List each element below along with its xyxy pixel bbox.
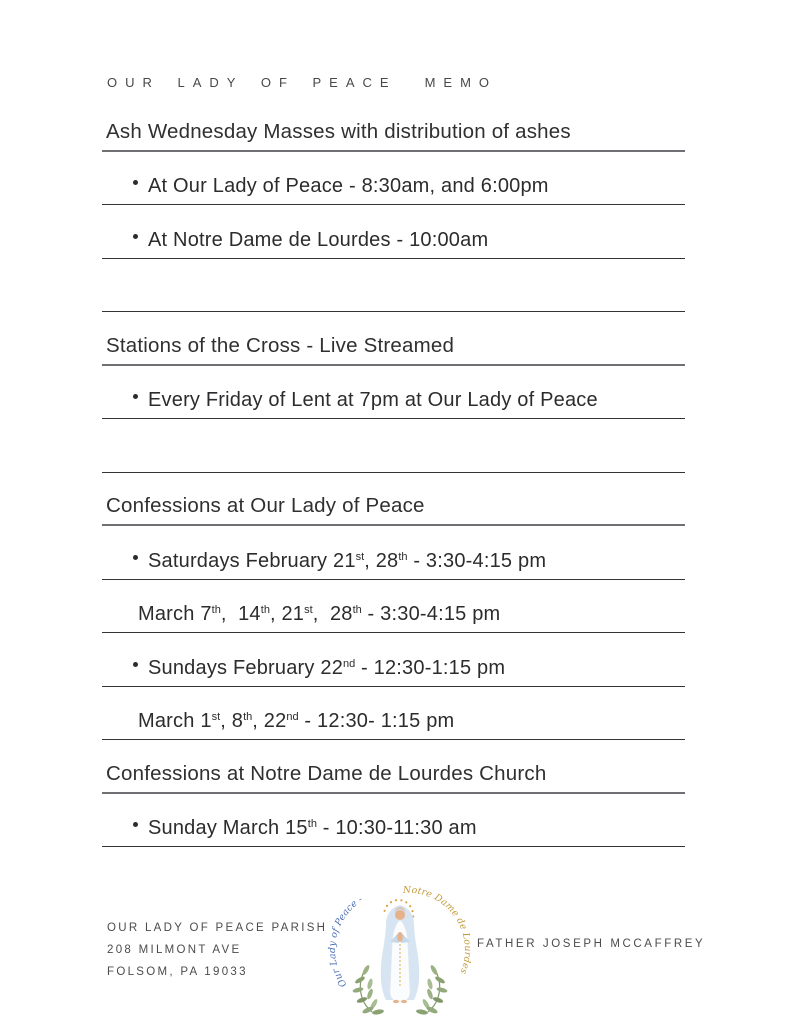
- parish-name: OUR LADY OF PEACE PARISH: [107, 922, 328, 934]
- bullet-dot-icon: [133, 394, 138, 399]
- laurel-branch-icon: [352, 964, 384, 1015]
- section-heading: [102, 740, 685, 794]
- logo-arc-text-left: Our Lady of Peace -: [327, 893, 365, 990]
- content-rows: [102, 98, 685, 847]
- row-text: Confessions at Our Lady of Peace: [106, 494, 425, 517]
- row-text: Sundays February 22nd - 12:30-1:15 pm: [148, 656, 506, 679]
- parish-logo: [326, 884, 474, 1024]
- row-text: Stations of the Cross - Live Streamed: [106, 333, 455, 357]
- continuation-item: [102, 687, 685, 741]
- pastor-name: FATHER JOSEPH MCCAFFREY: [477, 938, 706, 950]
- row-text: March 1st, 8th, 22nd - 12:30- 1:15 pm: [138, 710, 455, 732]
- row-text: At Our Lady of Peace - 8:30am, and 6:00pm: [148, 175, 549, 197]
- memo-header-label: MEMO: [424, 75, 498, 90]
- laurel-branch-icon: [416, 964, 448, 1015]
- bullet-dot-icon: [133, 662, 138, 667]
- row-text: Sunday March 15th - 10:30-11:30 am: [148, 817, 477, 839]
- bullet-dot-icon: [133, 180, 138, 185]
- bullet-item: [102, 794, 685, 848]
- row-text: Ash Wednesday Masses with distribution of ashes: [106, 119, 571, 143]
- continuation-item: [102, 580, 685, 634]
- logo-arc-text-right: Notre Dame de Lourdes: [402, 884, 474, 976]
- bullet-dot-icon: [133, 555, 138, 560]
- bullet-item: [102, 366, 685, 420]
- bullet-dot-icon: [133, 234, 138, 239]
- parish-address: [107, 917, 327, 983]
- section-heading: [102, 473, 685, 527]
- virgin-mary-icon: [381, 905, 419, 1003]
- bullet-item: [102, 526, 685, 580]
- parish-street: 208 MILMONT AVE: [107, 944, 242, 956]
- parish-logo-image: [326, 884, 474, 1024]
- memo-header: [107, 74, 497, 92]
- row-text: Every Friday of Lent at 7pm at Our Lady of Peace: [148, 389, 598, 411]
- section-heading: [102, 98, 685, 152]
- spacer-row: [102, 419, 685, 473]
- parish-city: FOLSOM, PA 19033: [107, 966, 248, 978]
- bullet-item: [102, 152, 685, 206]
- memo-header-title: OUR LADY OF PEACE: [107, 75, 397, 90]
- bullet-dot-icon: [133, 822, 138, 827]
- bullet-item: [102, 205, 685, 259]
- row-text: March 7th, 14th, 21st, 28th - 3:30-4:15 pm: [138, 603, 501, 625]
- spacer-row: [102, 259, 685, 313]
- row-text: Saturdays February 21st, 28th - 3:30-4:15 pm: [148, 549, 547, 572]
- bullet-item: [102, 633, 685, 687]
- row-text: At Notre Dame de Lourdes - 10:00am: [148, 228, 489, 251]
- section-heading: [102, 312, 685, 366]
- row-text: Confessions at Notre Dame de Lourdes Church: [106, 761, 547, 785]
